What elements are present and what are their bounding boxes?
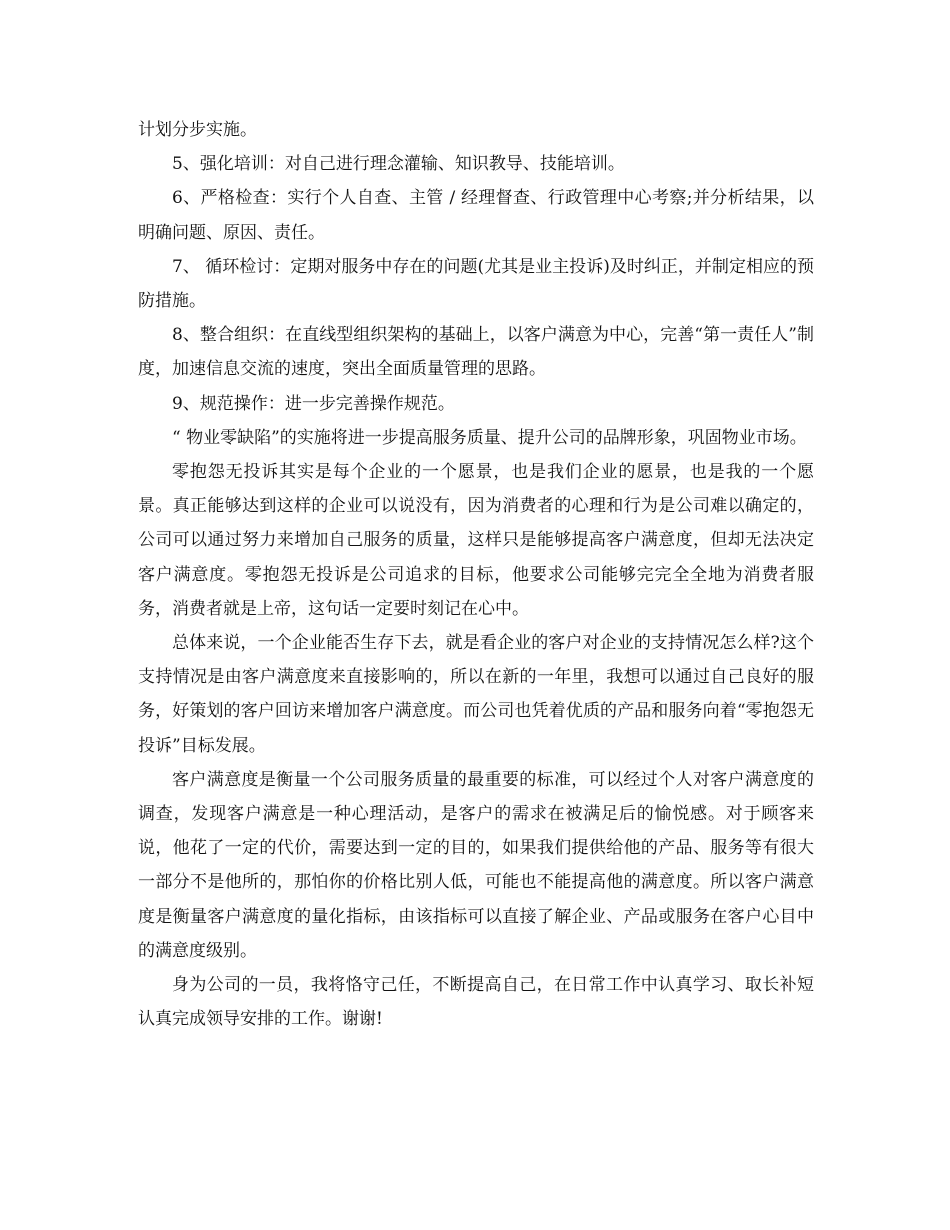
document-body (138, 113, 814, 1036)
paragraph-6: 9、规范操作：进一步完善操作规范。 (172, 393, 455, 414)
paragraph-3: 6、严格检查：实行个人自查、主管 / 经理督查、行政管理中心考察;并分析结果，以明确问题、原因、责任。 (138, 188, 814, 243)
paragraph-2: 5、强化培训：对自己进行理念灌输、知识教导、技能培训。 (172, 154, 625, 175)
paragraph-1: 计划分步实施。 (138, 120, 257, 140)
paragraph-8: 零抱怨无投诉其实是每个企业的一个愿景，也是我们企业的愿景，也是我的一个愿景。真正能够达到这样的企业可以说没有，因为消费者的心理和行为是公司难以确定的，公司可以通过努力来增加自己服务的质量，这样只是能够提高客户满意度，但却无法决定客户满意度。零抱怨无投诉是公司追求的目标，他要求公司能够完完全全地为消费者服务，消费者就是上帝，这句话一定要时刻记在心中。 (138, 462, 814, 619)
paragraph-9: 总体来说，一个企业能否生存下去，就是看企业的客户对企业的支持情况怎么样?这个支持情况是由客户满意度来直接影响的，所以在新的一年里，我想可以通过自己良好的服务，好策划的客户回访来增加客户满意度。而公司也凭着优质的产品和服务向着“零抱怨无投诉”目标发展。 (138, 633, 814, 756)
paragraph-10: 客户满意度是衡量一个公司服务质量的最重要的标准，可以经过个人对客户满意度的调查，发现客户满意是一种心理活动，是客户的需求在被满足后的愉悦感。对于顾客来说，他花了一定的代价，需要达到一定的目的，如果我们提供给他的产品、服务等有很大一部分不是他所的，那怕你的价格比别人低，可能也不能提高他的满意度。所以客户满意度是衡量客户满意度的量化指标，由该指标可以直接了解企业、产品或服务在客户心目中的满意度级别。 (138, 769, 814, 961)
paragraph-7: “ 物业零缺陷”的实施将进一步提高服务质量、提升公司的品牌形象，巩固物业市场。 (172, 427, 807, 448)
paragraph-11: 身为公司的一员，我将恪守己任，不断提高自己，在日常工作中认真学习、取长补短认真完成领导安排的工作。谢谢! (138, 975, 814, 1030)
paragraph-5: 8、整合组织：在直线型组织架构的基础上，以客户满意为中心，完善“第一责任人”制度，加速信息交流的速度，突出全面质量管理的思路。 (138, 325, 814, 380)
paragraph-4: 7、 循环检讨：定期对服务中存在的问题(尤其是业主投诉)及时纠正，并制定相应的预防措施。 (138, 256, 814, 312)
